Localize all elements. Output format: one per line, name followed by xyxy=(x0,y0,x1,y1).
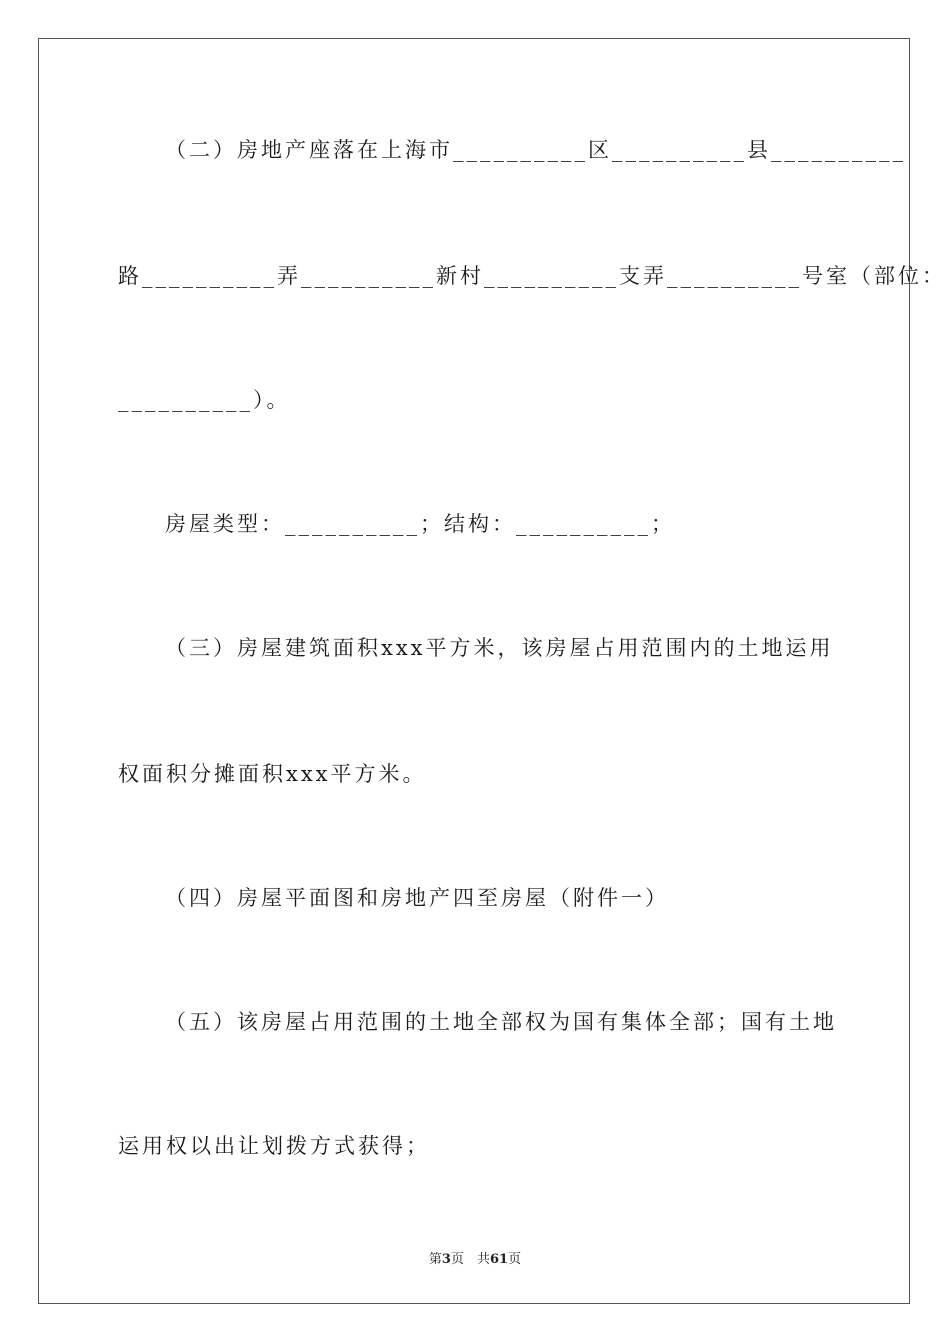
paragraph-line-5: （三）房屋建筑面积xxx平方米，该房屋占用范围内的土地运用 xyxy=(165,636,834,660)
paragraph-line-8: （五）该房屋占用范围的土地全部权为国有集体全部；国有土地 xyxy=(165,1010,837,1034)
footer-prefix: 第 xyxy=(428,1252,442,1267)
paragraph-line-6: 权面积分摊面积xxx平方米。 xyxy=(118,762,427,786)
footer-mid: 页 共 xyxy=(450,1252,490,1267)
paragraph-line-3: __________）。 xyxy=(118,388,291,412)
paragraph-line-9: 运用权以出让划拨方式获得； xyxy=(118,1134,430,1158)
paragraph-line-7: （四）房屋平面图和房地产四至房屋（附件一） xyxy=(165,886,669,910)
footer-page-number: 3 xyxy=(441,1252,451,1267)
paragraph-line-2: 路__________弄__________新村__________支弄__________号室（部位： xyxy=(118,264,946,288)
paragraph-line-4: 房屋类型：__________；结构：__________； xyxy=(165,512,675,536)
page-footer xyxy=(0,1248,950,1267)
footer-total-pages: 61 xyxy=(489,1252,509,1267)
footer-suffix: 页 xyxy=(508,1252,522,1267)
page-frame xyxy=(38,38,910,1304)
paragraph-line-1: （二）房地产座落在上海市__________区__________县__________ xyxy=(165,138,906,162)
